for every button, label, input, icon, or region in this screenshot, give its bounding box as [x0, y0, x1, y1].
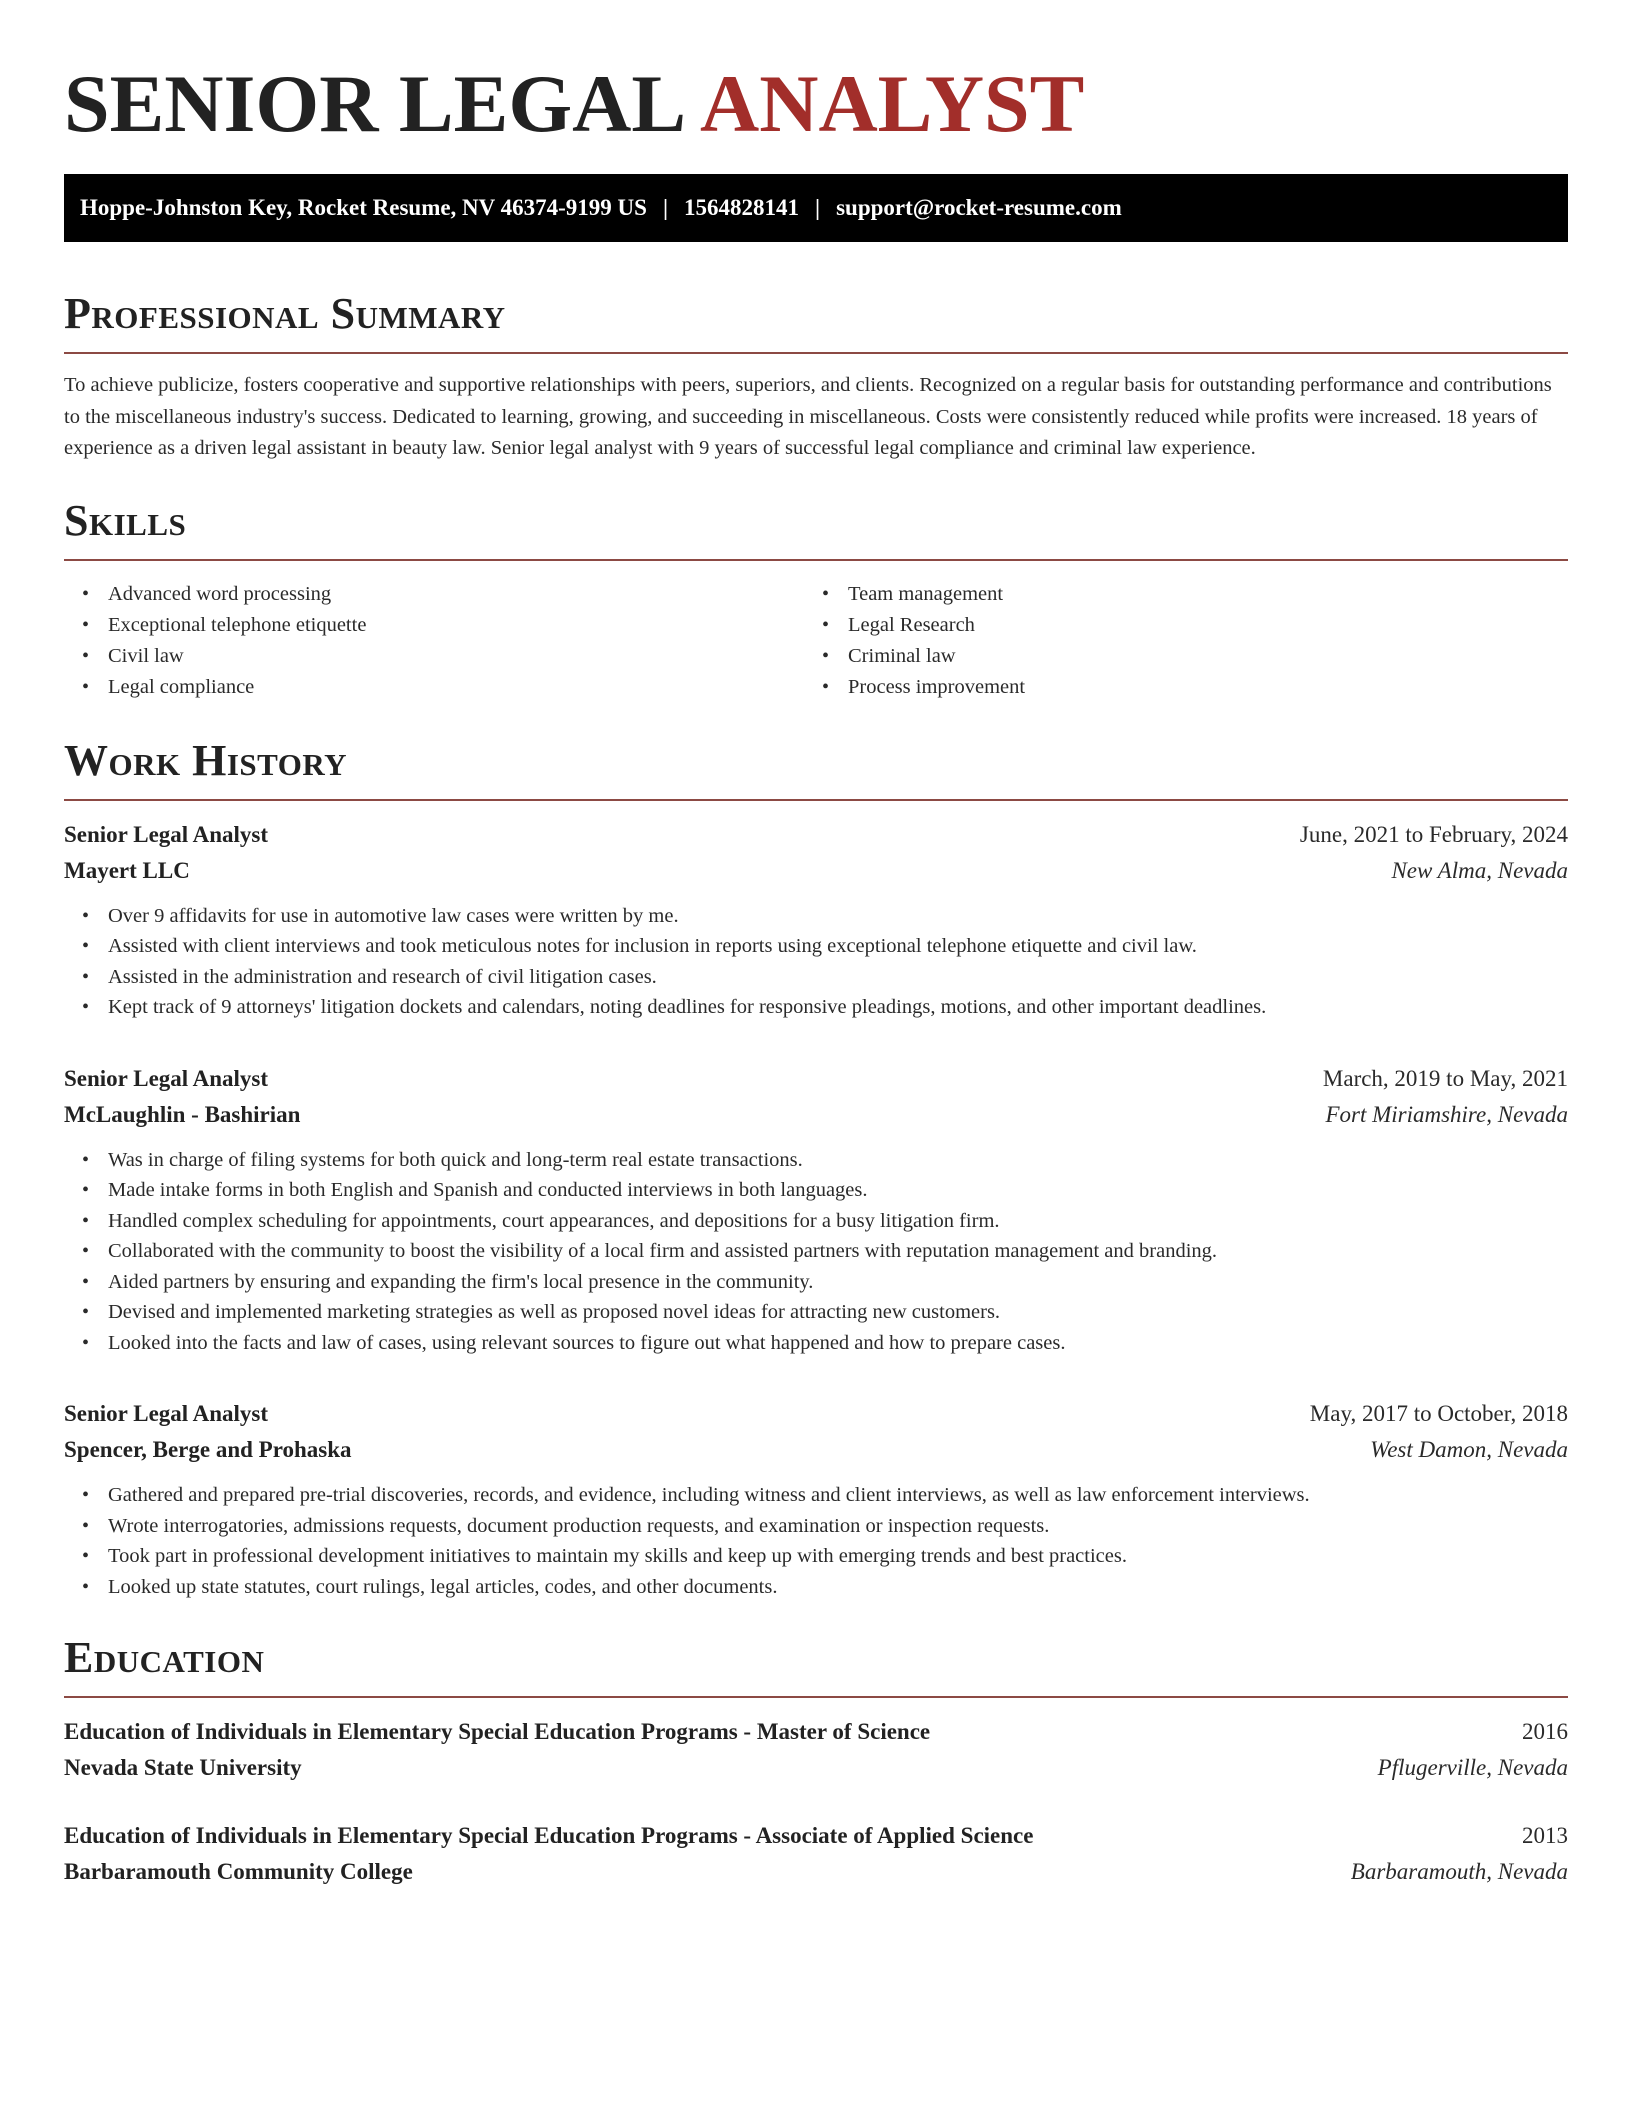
job-title: Senior Legal Analyst: [64, 1065, 269, 1091]
job-bullet: • Over 9 affidavits for use in automotive law cases were written by me.: [64, 901, 1568, 932]
job-entry: [64, 1061, 1568, 1359]
job-bullets: [64, 1145, 1568, 1359]
skill-item: • Civil law: [64, 641, 804, 672]
contact-bar: [64, 174, 1568, 242]
education-school: Barbaramouth Community College: [64, 1859, 413, 1884]
section-divider: [64, 559, 1568, 561]
job-bullet: • Made intake forms in both English and Spanish and conducted interviews in both languages.: [64, 1175, 1568, 1206]
skills-list: [64, 579, 1568, 703]
section-divider: [64, 352, 1568, 354]
job-location: West Damon, Nevada: [1370, 1437, 1568, 1462]
job-bullet: • Devised and implemented marketing strategies as well as proposed novel ideas for attracting new customers.: [64, 1297, 1568, 1328]
job-dates: May, 2017 to October, 2018: [1309, 1401, 1568, 1426]
education-year: 2013: [1522, 1823, 1568, 1848]
contact-separator: |: [815, 195, 821, 220]
job-dates: June, 2021 to February, 2024: [1299, 821, 1568, 847]
skill-item: • Legal Research: [804, 610, 1544, 641]
skills-column-right: [804, 579, 1544, 703]
job-location: New Alma, Nevada: [1391, 857, 1568, 883]
education-degree: Education of Individuals in Elementary Special Education Programs - Associate of Applied Science: [64, 1823, 1034, 1848]
job-bullet: • Looked up state statutes, court rulings, legal articles, codes, and other documents.: [64, 1572, 1568, 1603]
skill-item: • Legal compliance: [64, 672, 804, 703]
job-bullet: • Handled complex scheduling for appointments, court appearances, and depositions for a busy litigation firm.: [64, 1206, 1568, 1237]
job-company: Spencer, Berge and Prohaska: [64, 1437, 352, 1462]
title-part-1: SENIOR LEGAL: [64, 58, 687, 149]
education-location: Pflugerville, Nevada: [1377, 1755, 1568, 1780]
job-bullet: • Aided partners by ensuring and expanding the firm's local presence in the community.: [64, 1267, 1568, 1298]
contact-address: Hoppe-Johnston Key, Rocket Resume, NV 46374-9199 US: [80, 195, 647, 220]
education-entry: [64, 1818, 1568, 1890]
job-bullet: • Kept track of 9 attorneys' litigation dockets and calendars, noting deadlines for responsive pleadings, motions, and other important deadlines.: [64, 992, 1568, 1023]
work-history-heading: Work History: [64, 735, 348, 785]
summary-text: To achieve publicize, fosters cooperative and supportive relationships with peers, superiors, and clients. Recognized on a regular basis for outstanding performance and contributions to the miscellaneous industry's success. Dedicated to learning, growing, and succeeding in miscellaneous. Costs were consistently reduced while profits were increased. 18 years of experience as a driven legal assistant in beauty law. Senior legal analyst with 9 years of successful legal compliance and criminal law experience.: [64, 374, 1552, 459]
contact-phone: 1564828141: [684, 195, 800, 220]
job-bullet: • Wrote interrogatories, admissions requests, document production requests, and examination or inspection requests.: [64, 1511, 1568, 1542]
job-entry: [64, 817, 1568, 1023]
job-entry: [64, 1396, 1568, 1602]
education-heading: Education: [64, 1633, 265, 1682]
job-bullet: • Collaborated with the community to boost the visibility of a local firm and assisted partners with reputation management and branding.: [64, 1236, 1568, 1267]
job-bullets: [64, 901, 1568, 1023]
job-title: Senior Legal Analyst: [64, 1401, 269, 1426]
skill-item: • Team management: [804, 579, 1544, 610]
resume-title: [64, 0, 1568, 150]
contact-email: support@rocket-resume.com: [836, 195, 1122, 220]
job-bullet: • Took part in professional development initiatives to maintain my skills and keep up with emerging trends and best practices.: [64, 1541, 1568, 1572]
job-company: Mayert LLC: [64, 857, 190, 883]
section-divider: [64, 1696, 1568, 1698]
job-dates: March, 2019 to May, 2021: [1322, 1065, 1568, 1091]
skill-item: • Exceptional telephone etiquette: [64, 610, 804, 641]
education-entry: [64, 1714, 1568, 1786]
contact-separator: |: [662, 195, 669, 220]
job-bullet: • Was in charge of filing systems for both quick and long-term real estate transactions.: [64, 1145, 1568, 1176]
job-title: Senior Legal Analyst: [64, 821, 269, 847]
skills-heading: Skills: [64, 495, 187, 545]
job-location: Fort Miriamshire, Nevada: [1325, 1101, 1568, 1127]
job-company: McLaughlin - Bashirian: [64, 1101, 301, 1127]
skill-item: • Criminal law: [804, 641, 1544, 672]
job-bullet: • Assisted with client interviews and took meticulous notes for inclusion in reports using exceptional telephone etiquette and civil law.: [64, 931, 1568, 962]
skill-item: • Process improvement: [804, 672, 1544, 703]
job-bullet: • Assisted in the administration and research of civil litigation cases.: [64, 962, 1568, 993]
education-degree: Education of Individuals in Elementary Special Education Programs - Master of Science: [64, 1719, 931, 1744]
section-divider: [64, 799, 1568, 801]
job-bullet: • Looked into the facts and law of cases, using relevant sources to figure out what happened and how to prepare cases.: [64, 1328, 1568, 1359]
education-location: Barbaramouth, Nevada: [1350, 1859, 1568, 1884]
title-part-2: ANALYST: [700, 58, 1085, 149]
education-school: Nevada State University: [64, 1755, 302, 1780]
summary-heading: Professional Summary: [64, 289, 506, 338]
education-year: 2016: [1522, 1719, 1568, 1744]
skills-column-left: [64, 579, 804, 703]
job-bullets: [64, 1480, 1568, 1602]
skill-item: • Advanced word processing: [64, 579, 804, 610]
job-bullet: • Gathered and prepared pre-trial discoveries, records, and evidence, including witness and client interviews, as well as law enforcement interviews.: [64, 1480, 1568, 1511]
